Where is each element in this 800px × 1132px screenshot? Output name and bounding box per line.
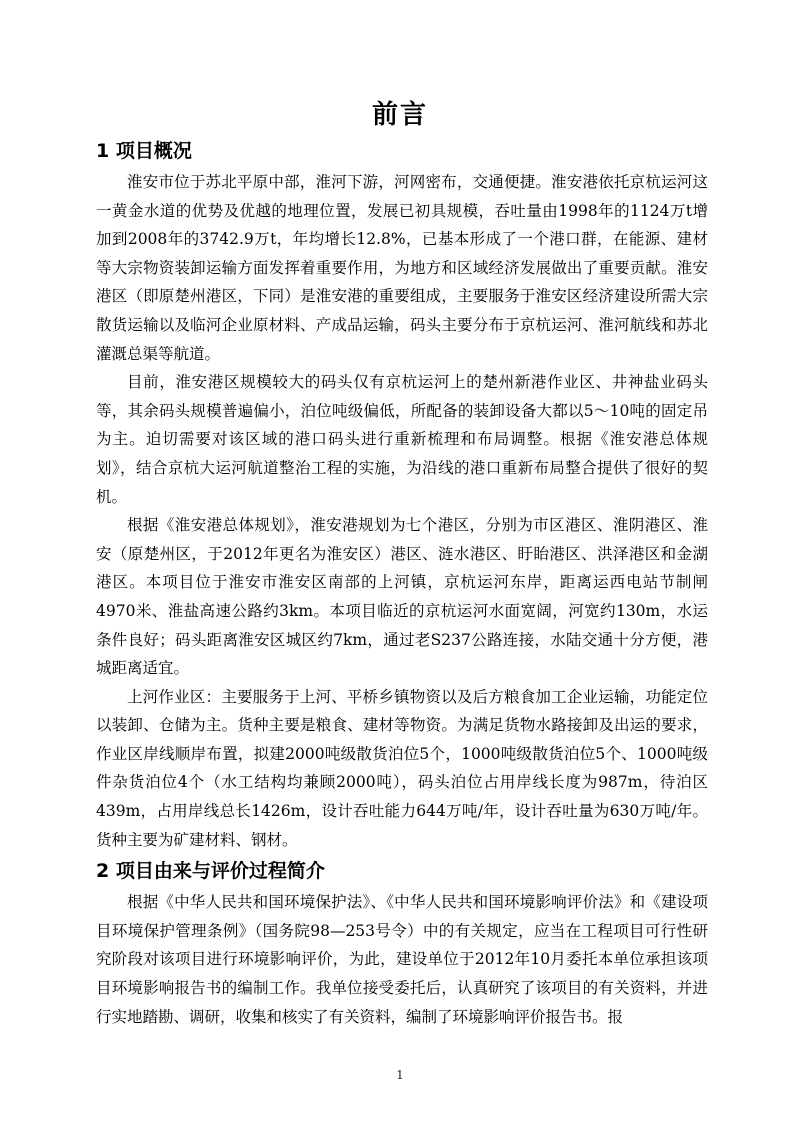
paragraph: 目前，淮安港区规模较大的码头仅有京杭运河上的楚州新港作业区、井神盐业码头等，其余码头规模普遍偏小，泊位吨级偏低，所配备的装卸设备大都以5～10吨的固定吊为主。迫切需要对该区域的港口码头进行重新梳理和布局调整。根据《淮安港总体规划》，结合京杭大运河航道整治工程的实施，为沿线的港口重新布局整合提供了很好的契机。 — [96, 373, 708, 506]
paragraph: 根据《中华人民共和国环境保护法》、《中华人民共和国环境影响评价法》和《建设项目环境保护管理条例》（国务院98—253号令）中的有关规定，应当在工程项目可行性研究阶段对该项目进行环境影响评价，为此，建设单位于2012年10月委托本单位承担该项目环境影响报告书的编制工作。我单位接受委托后，认真研究了该项目的有关资料，并进行实地踏勘、调研，收集和核实了有关资料，编制了环境影响评价报告书。报 — [96, 893, 708, 1026]
section-project-overview — [96, 134, 708, 854]
document-body — [96, 134, 708, 1031]
page-title: 前言 — [371, 100, 428, 130]
page-number: 1 — [396, 1068, 404, 1082]
section-heading: 2 项目由来与评价过程简介 — [96, 860, 325, 883]
paragraph: 淮安市位于苏北平原中部，淮河下游，河网密布，交通便捷。淮安港依托京杭运河这一黄金水道的优势及优越的地理位置，发展已初具规模，吞吐量由1998年的1124万t增加到2008年的3742.9万t，年均增长12.8%，已基本形成了一个港口群，在能源、建材等大宗物资装卸运输方面发挥着重要作用，为地方和区域经济发展做出了重要贡献。淮安港区（即原楚州港区，下同）是淮安港的重要组成，主要服务于淮安区经济建设所需大宗散货运输以及临河企业原材料、产成品运输，码头主要分布于京杭运河、淮河航线和苏北灌溉总渠等航道。 — [96, 173, 708, 363]
paragraph: 上河作业区：主要服务于上河、平桥乡镇物资以及后方粮食加工企业运输，功能定位以装卸、仓储为主。货种主要是粮食、建材等物资。为满足货物水路接卸及出运的要求，作业区岸线顺岸布置，拟建2000吨级散货泊位5个，1000吨级散货泊位5个、1000吨级件杂货泊位4个（水工结构均兼顾2000吨），码头泊位占用岸线长度为987m，待泊区439m，占用岸线总长1426m，设计吞吐能力644万吨/年，设计吞吐量为630万吨/年。货种主要为矿建材料、钢材。 — [96, 687, 708, 849]
section-project-origin — [96, 854, 708, 1031]
paragraph: 根据《淮安港总体规划》，淮安港规划为七个港区，分别为市区港区、淮阴港区、淮安（原楚州区，于2012年更名为淮安区）港区、涟水港区、盱眙港区、洪泽港区和金湖港区。本项目位于淮安市淮安区南部的上河镇，京杭运河东岸，距离运西电站节制闸4970米、淮盐高速公路约3km。本项目临近的京杭运河水面宽阔，河宽约130m，水运条件良好；码头距离淮安区城区约7km，通过老S237公路连接，水陆交通十分方便，港城距离适宜。 — [96, 516, 708, 678]
section-heading: 1 项目概况 — [96, 140, 192, 162]
